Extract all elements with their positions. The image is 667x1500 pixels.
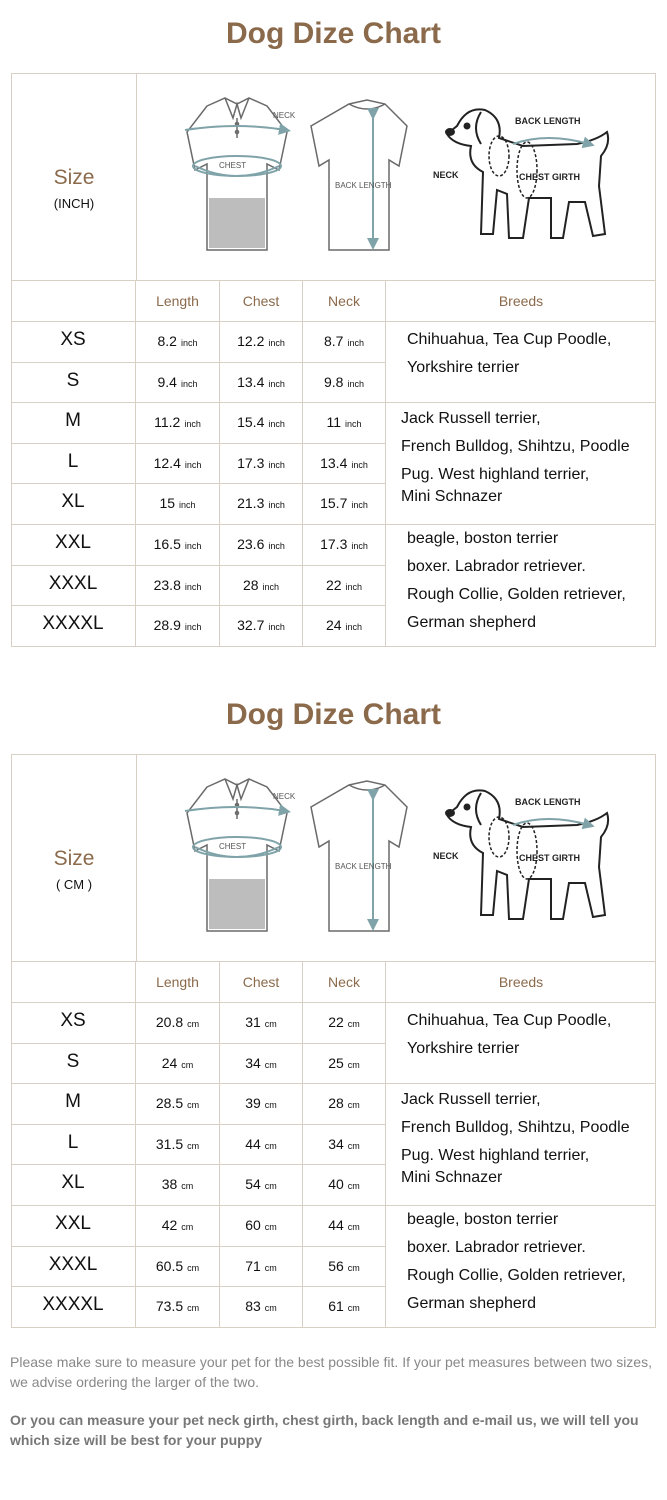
chest-value: 44 [245, 1135, 261, 1152]
header-neck: Neck [328, 974, 360, 990]
header-chest: Chest [242, 974, 280, 990]
neck-value: 17.3 [320, 536, 348, 552]
chest-value: 13.4 [237, 373, 265, 390]
size-cell: L [67, 450, 79, 472]
unit-suffix: inch [268, 378, 285, 389]
chest-cell [220, 536, 302, 552]
length-value: 73.5 [155, 1298, 184, 1315]
shirt-panel [209, 198, 265, 248]
breed-line: beagle, boston terrier [407, 1211, 559, 1228]
neck-value: 22 [325, 576, 342, 593]
size-cell: XS [60, 329, 86, 350]
unit-suffix: cm [187, 1262, 200, 1273]
dog-neck-label: NECK [433, 170, 459, 180]
unit-suffix: inch [268, 622, 285, 633]
chest-value: 31 [245, 1014, 261, 1030]
unit-suffix: cm [347, 1140, 360, 1151]
length-value: 60.5 [155, 1257, 184, 1274]
neck-value: 61 [328, 1298, 344, 1315]
chest-value: 83 [245, 1298, 261, 1315]
neck-value: 9.8 [324, 373, 344, 390]
neck-value: 44 [328, 1217, 344, 1233]
length-value: 28.5 [155, 1095, 184, 1112]
size-cell: XXXXL [42, 613, 104, 635]
chest-cell [220, 495, 302, 511]
neck-cell [303, 333, 385, 349]
fit-note: Please make sure to measure your pet for the best possible fit. If your pet measures between two sizes, we advise ordering the larger of the two. [10, 1354, 652, 1390]
unit-suffix: inch [351, 500, 368, 511]
unit-suffix: cm [264, 1059, 277, 1070]
chest-cell [220, 617, 302, 633]
chest-value: 23.6 [237, 536, 265, 552]
chest-value: 60 [245, 1217, 261, 1233]
neck-cell [303, 495, 385, 511]
length-cell [136, 1258, 219, 1274]
unit-suffix: inch [347, 338, 364, 348]
size-label: Size [53, 166, 95, 189]
chest-cell [220, 1136, 302, 1152]
neck-cell [303, 1258, 385, 1274]
breed-line: Pug. West highland terrier, [401, 1147, 590, 1165]
unit-suffix: inch [184, 581, 202, 592]
size-chart [11, 754, 656, 1327]
neck-value: 13.4 [320, 454, 348, 471]
chest-value: 21.3 [237, 495, 265, 512]
unit-suffix: inch [345, 581, 363, 592]
unit-suffix: cm [187, 1140, 200, 1151]
neck-cell [303, 414, 385, 430]
length-cell [136, 1136, 219, 1152]
breed-line: Rough Collie, Golden retriever, [407, 586, 626, 603]
unit-suffix: cm [347, 1100, 360, 1111]
chest-value: 34 [245, 1054, 261, 1071]
unit-label: ( CM ) [55, 877, 93, 892]
neck-cell [303, 536, 385, 552]
header-breeds: Breeds [498, 974, 544, 990]
breed-line: boxer. Labrador retriever. [407, 558, 586, 575]
chest-value: 71 [245, 1257, 261, 1274]
chest-cell [220, 455, 302, 471]
size-cell: S [66, 1050, 80, 1072]
size-cell: XXL [55, 532, 91, 553]
unit-suffix: cm [187, 1303, 200, 1314]
unit-suffix: inch [184, 622, 202, 633]
size-cell: XXL [55, 1213, 91, 1234]
neck-cell [303, 1136, 385, 1152]
breed-line: French Bulldog, Shihtzu, Poodle [401, 438, 630, 456]
dog-back-length-label: BACK LENGTH [515, 797, 581, 807]
length-cell [136, 1217, 219, 1233]
size-cell: M [65, 1091, 81, 1113]
neck-value: 28 [328, 1095, 344, 1112]
unit-suffix: inch [345, 419, 362, 430]
illustration-area [137, 755, 655, 961]
neck-label: NECK [273, 792, 296, 801]
chart-title: Dog Dize Chart [225, 698, 441, 731]
breed-line: Mini Schnazer [401, 1169, 503, 1187]
unit-suffix: cm [181, 1059, 194, 1070]
length-cell [136, 577, 219, 593]
unit-suffix: cm [347, 1303, 360, 1314]
unit-suffix: inch [268, 419, 285, 430]
breed-line: Chihuahua, Tea Cup Poodle, [407, 1012, 612, 1029]
neck-cell [303, 455, 385, 471]
header-chest: Chest [242, 293, 280, 309]
dog-chest-girth-label: CHEST GIRTH [519, 172, 581, 182]
breed-line: Rough Collie, Golden retriever, [407, 1267, 626, 1284]
illustration-area [137, 74, 655, 280]
length-value: 31.5 [155, 1135, 184, 1152]
neck-value: 40 [328, 1176, 344, 1193]
size-cell: S [66, 369, 80, 391]
chest-cell [220, 1095, 302, 1111]
back-length-label: BACK LENGTH [335, 862, 392, 871]
chest-cell [220, 414, 302, 430]
length-value: 16.5 [153, 536, 181, 552]
unit-suffix: cm [181, 1222, 194, 1232]
length-cell [136, 1055, 219, 1071]
neck-cell [303, 1014, 385, 1030]
neck-value: 15.7 [320, 495, 348, 512]
chart-title: Dog Dize Chart [225, 17, 441, 50]
size-table [11, 962, 656, 1327]
size-cell: XS [60, 1010, 86, 1031]
neck-cell [303, 374, 385, 390]
size-table [11, 281, 656, 646]
unit-suffix: cm [264, 1262, 277, 1273]
breed-line: German shepherd [407, 614, 536, 631]
neck-value: 24 [325, 617, 342, 634]
length-cell [136, 414, 219, 430]
length-cell [136, 617, 219, 633]
neck-cell [303, 1217, 385, 1233]
breed-line: Pug. West highland terrier, [401, 466, 590, 484]
shirt-panel [209, 879, 265, 929]
chest-value: 12.2 [237, 333, 265, 349]
unit-suffix: inch [351, 459, 368, 470]
neck-cell [303, 1095, 385, 1111]
unit-suffix: cm [347, 1019, 360, 1029]
length-value: 38 [161, 1176, 178, 1193]
size-cell: L [67, 1131, 79, 1153]
unit-suffix: inch [347, 378, 364, 389]
chest-value: 28 [242, 576, 259, 593]
back-length-label: BACK LENGTH [335, 181, 392, 190]
chest-cell [220, 374, 302, 390]
length-cell [136, 1014, 219, 1030]
unit-suffix: inch [268, 338, 285, 348]
chest-cell [220, 1298, 302, 1314]
dog-chest-girth-label: CHEST GIRTH [519, 853, 581, 863]
length-value: 11.2 [154, 414, 181, 431]
unit-suffix: inch [184, 541, 202, 551]
header-length: Length [156, 974, 199, 990]
length-value: 20.8 [155, 1014, 184, 1030]
unit-suffix: cm [347, 1181, 360, 1192]
unit-suffix: inch [345, 622, 363, 633]
unit-suffix: cm [264, 1181, 277, 1192]
contact-note: Or you can measure your pet neck girth, chest girth, back length and e-mail us, we will tell you which size will be best for your puppy [10, 1412, 639, 1448]
length-cell [136, 1298, 219, 1314]
size-cell: XXXL [48, 572, 98, 594]
unit-suffix: inch [179, 500, 196, 511]
breed-line: Jack Russell terrier, [401, 410, 541, 428]
dog-neck-label: NECK [433, 851, 459, 861]
neck-value: 11 [326, 414, 342, 431]
size-unit-cell [12, 755, 137, 961]
length-value: 9.4 [157, 373, 177, 390]
unit-suffix: inch [180, 338, 198, 348]
breed-line: French Bulldog, Shihtzu, Poodle [401, 1119, 630, 1137]
length-value: 24 [161, 1054, 178, 1071]
neck-value: 25 [328, 1054, 344, 1071]
length-value: 42 [161, 1217, 178, 1233]
chest-value: 39 [245, 1095, 261, 1112]
neck-value: 56 [328, 1257, 344, 1274]
chest-value: 32.7 [237, 617, 265, 634]
unit-suffix: inch [268, 459, 285, 470]
shirt-back-icon [311, 781, 407, 931]
shirt-back-icon [311, 100, 407, 250]
length-value: 23.8 [153, 576, 181, 593]
unit-suffix: inch [184, 419, 201, 430]
chest-cell [220, 1258, 302, 1274]
chest-cell [220, 333, 302, 349]
chest-label: CHEST [219, 161, 247, 170]
breed-line: Mini Schnazer [401, 488, 503, 506]
size-cell: XL [61, 1172, 85, 1194]
chest-value: 15.4 [237, 414, 265, 431]
unit-suffix: cm [187, 1100, 200, 1111]
size-cell: M [65, 410, 81, 432]
breed-line: Yorkshire terrier [407, 1040, 520, 1057]
breed-line: German shepherd [407, 1295, 536, 1312]
length-cell [136, 536, 219, 552]
chest-cell [220, 577, 302, 593]
length-value: 15 [159, 495, 176, 512]
length-cell [136, 1176, 219, 1192]
unit-suffix: cm [264, 1140, 277, 1151]
unit-suffix: inch [180, 378, 198, 389]
length-cell [136, 495, 219, 511]
neck-value: 8.7 [324, 333, 344, 349]
breed-line: boxer. Labrador retriever. [407, 1239, 586, 1256]
unit-suffix: inch [351, 541, 368, 551]
breed-line: beagle, boston terrier [407, 530, 559, 547]
length-cell [136, 1095, 219, 1111]
size-unit-cell [12, 74, 137, 280]
neck-cell [303, 577, 385, 593]
neck-cell [303, 1055, 385, 1071]
chart-header-block [11, 73, 656, 281]
measurement-diagram [137, 74, 655, 280]
chest-label: CHEST [219, 842, 247, 851]
measurement-diagram [137, 755, 655, 961]
size-chart [11, 73, 656, 646]
breed-line: Jack Russell terrier, [401, 1091, 541, 1109]
header-breeds: Breeds [498, 293, 544, 309]
unit-suffix: inch [268, 541, 285, 551]
size-cell: XXXXL [42, 1294, 104, 1316]
chest-value: 54 [245, 1176, 261, 1193]
length-cell [136, 333, 219, 349]
chest-value: 17.3 [237, 454, 265, 471]
unit-suffix: inch [262, 581, 280, 592]
neck-cell [303, 617, 385, 633]
neck-cell [303, 1298, 385, 1314]
unit-suffix: cm [347, 1262, 360, 1273]
size-cell: XL [61, 491, 85, 513]
chest-cell [220, 1217, 302, 1233]
neck-label: NECK [273, 111, 296, 120]
unit-label: (INCH) [53, 196, 95, 211]
header-length: Length [156, 293, 199, 309]
chest-cell [220, 1176, 302, 1192]
unit-suffix: cm [264, 1222, 277, 1232]
unit-suffix: cm [181, 1181, 194, 1192]
unit-suffix: cm [347, 1059, 360, 1070]
unit-suffix: cm [347, 1222, 360, 1232]
neck-cell [303, 1176, 385, 1192]
breed-line: Yorkshire terrier [407, 359, 520, 376]
neck-value: 34 [328, 1135, 344, 1152]
length-value: 8.2 [157, 333, 177, 349]
chest-cell [220, 1014, 302, 1030]
unit-suffix: inch [184, 459, 202, 470]
size-label: Size [53, 847, 95, 870]
breed-line: Chihuahua, Tea Cup Poodle, [407, 331, 612, 348]
dog-back-length-label: BACK LENGTH [515, 116, 581, 126]
length-cell [136, 455, 219, 471]
chart-header-block [11, 754, 656, 962]
unit-suffix: cm [264, 1019, 277, 1029]
chest-cell [220, 1055, 302, 1071]
length-cell [136, 374, 219, 390]
unit-suffix: cm [264, 1100, 277, 1111]
header-neck: Neck [328, 293, 360, 309]
unit-suffix: cm [187, 1019, 200, 1029]
length-value: 28.9 [153, 617, 181, 634]
size-cell: XXXL [48, 1253, 98, 1275]
length-value: 12.4 [153, 454, 181, 471]
unit-suffix: cm [264, 1303, 277, 1314]
neck-value: 22 [328, 1014, 344, 1030]
unit-suffix: inch [268, 500, 285, 511]
